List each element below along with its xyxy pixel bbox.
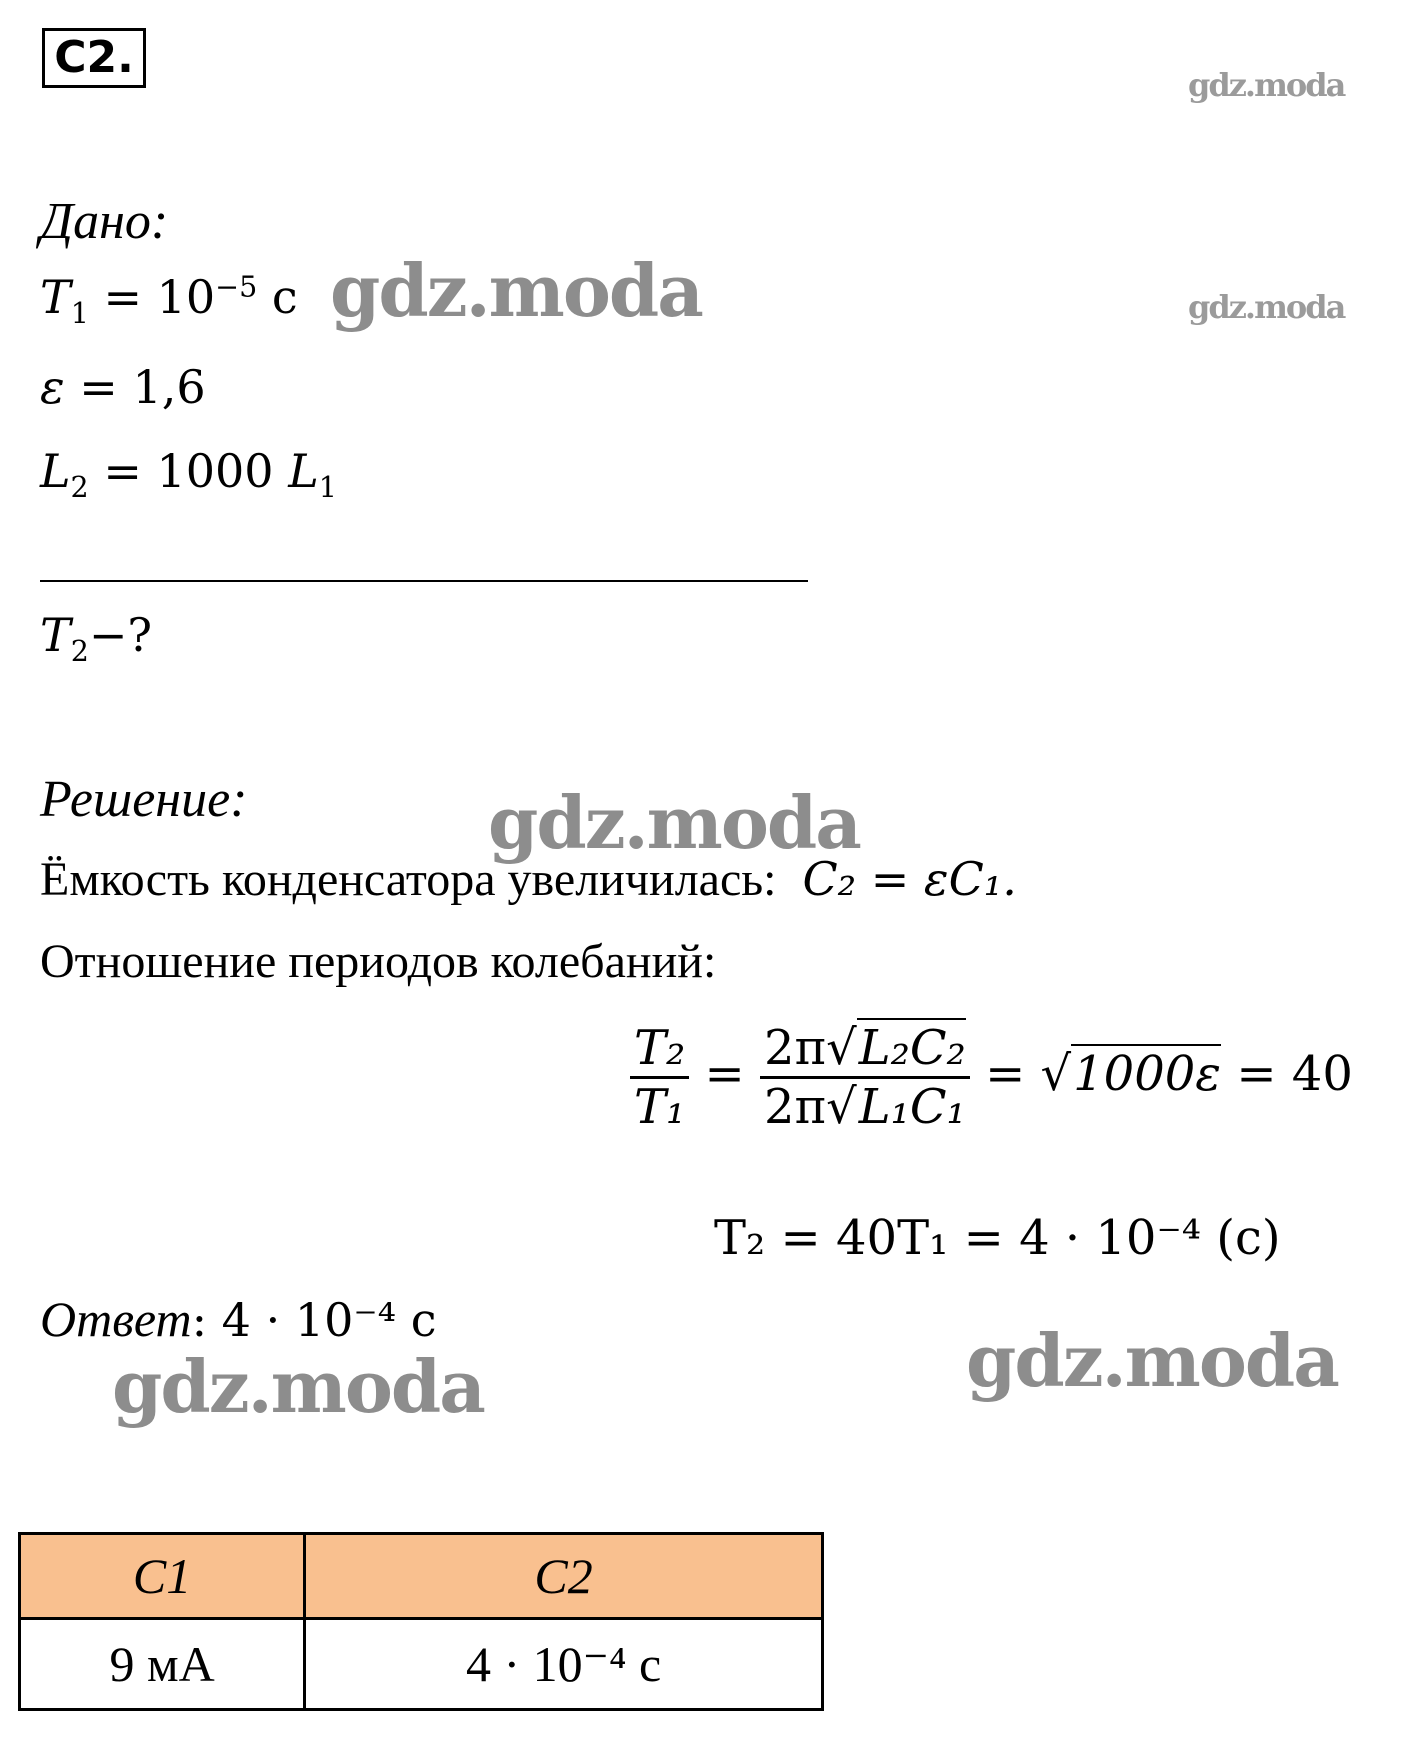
table-cell: 4 · 10⁻⁴ с [305, 1619, 823, 1710]
watermark: gdz.moda [1188, 288, 1345, 326]
table-row [20, 1619, 823, 1710]
answers-table [18, 1532, 824, 1711]
table-header-cell: С2 [305, 1534, 823, 1619]
solution-label: Решение: [40, 771, 248, 828]
table-header-cell: С1 [20, 1534, 305, 1619]
answer-line: Ответ: 4 · 10⁻⁴ с [40, 1291, 437, 1347]
watermark: gdz.moda [112, 1344, 484, 1429]
given-label: Дано: [40, 193, 169, 250]
lhs-fraction: $\frac{\text{T₂}}{\text{T₁}}$ [630, 1020, 689, 1135]
watermark: gdz.moda [1188, 66, 1345, 104]
problem-number-badge: С2. [42, 28, 146, 88]
table-header-row [20, 1534, 823, 1619]
given-divider [40, 580, 808, 582]
period-ratio-formula: $\frac{\text{T₂}}{\text{T₁}}$ = $\frac{\text{2π√L₂C₂}}{\text{2π√L₁C₁}}$ = √1000ε = 40 [630, 1020, 1353, 1135]
given-line-permittivity: ε = 1,6 [40, 360, 206, 414]
solution-line-capacitance: Ёмкость конденсатора увеличилась: C₂ = εC₁. [40, 852, 1017, 906]
final-period-formula: T₂ = 40T₁ = 4 · 10⁻⁴ (с) [714, 1210, 1281, 1266]
watermark: gdz.moda [488, 780, 860, 865]
watermark: gdz.moda [330, 248, 702, 333]
given-line-period: $T_1 = 10^{-5}$ с [40, 270, 298, 331]
given-line-inductance: $L_2 = 1000$ $L_1$ [40, 444, 337, 505]
watermark: gdz.moda [966, 1318, 1338, 1403]
rhs-fraction: $\frac{\text{2π√L₂C₂}}{\text{2π√L₁C₁}}$ [760, 1020, 970, 1135]
solution-line-ratio-intro: Отношение периодов колебаний: [40, 935, 717, 988]
find-line: $T_2-$? [40, 608, 153, 669]
table-cell: 9 мА [20, 1619, 305, 1710]
